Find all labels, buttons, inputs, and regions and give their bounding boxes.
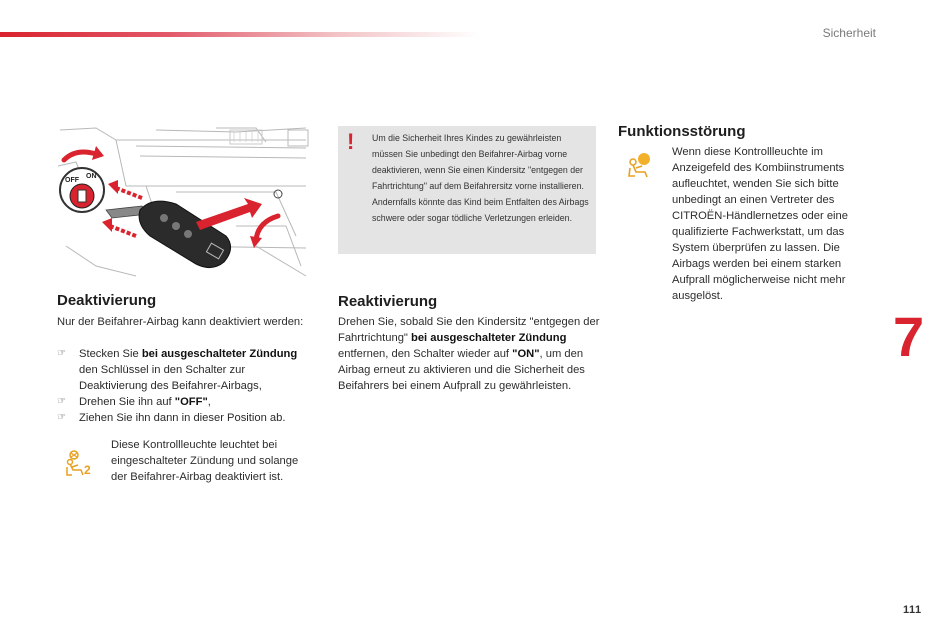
- page-number: 111: [903, 604, 922, 616]
- chapter-number: 7: [893, 305, 925, 368]
- exclamation-icon: !: [347, 129, 355, 154]
- list-item: ☞ Drehen Sie ihn auf "OFF",: [57, 396, 211, 408]
- child-seat-warning-box: [338, 126, 596, 254]
- hand-pointer-icon: ☞: [57, 396, 66, 407]
- deaktivierung-intro: Nur der Beifahrer-Airbag kann deaktiviert werden:: [57, 316, 304, 328]
- deaktivierung-steps: [57, 346, 312, 426]
- warning-text: Um die Sicherheit Ihres Kindes zu gewährleisten müssen Sie unbedingt den Beifahrer-Airbag vorne deaktivieren, wenn Sie einen Kindersitz "entgegen der Fahrtrichtung" auf dem Beifahrersitz vorne installieren. Andernfalls könnte das Kind beim Entfalten des Airbags schwere oder sogar tödliche Verletzungen erleiden.: [372, 133, 589, 223]
- switch-on-label: ON: [86, 173, 97, 180]
- heading-reaktivierung: Reaktivierung: [338, 293, 438, 310]
- reaktivierung-text: Drehen Sie, sobald Sie den Kindersitz "entgegen der Fahrtrichtung" bei ausgeschalteter Zündung entfernen, den Schalter wieder auf "ON", um den Airbag erneut zu aktivieren und die Sicherheit des Beifahrers bei einem Aufprall zu gewährleisten.: [338, 316, 600, 392]
- airbag-off-warning-icon: [66, 449, 96, 477]
- list-item: ☞ Ziehen Sie ihn dann in dieser Position ab.: [57, 412, 286, 424]
- funktionsstoerung-text: Wenn diese Kontrollleuchte im Anzeigefeld des Kombiinstruments aufleuchtet, wenden Sie sich bitte unbedingt an einen Vertreter des CITROËN-Händlernetzes oder eine qualifizierte Fachwerkstatt, um das System überprüfen zu lassen. Die Airbags werden bei einem starken Aufprall möglicherweise nicht mehr ausgelöst.: [672, 146, 848, 302]
- section-title: Sicherheit: [822, 26, 876, 40]
- key-and-airbag-switch-illustration: [56, 126, 313, 286]
- svg-text:2: 2: [84, 463, 91, 477]
- switch-off-label: OFF: [65, 177, 79, 184]
- heading-deaktivierung: Deaktivierung: [57, 292, 157, 309]
- heading-funktionsstoerung: Funktionsstörung: [618, 123, 746, 140]
- airbag-off-lamp-text: Diese Kontrollleuchte leuchtet bei eingeschalteter Zündung und solange der Beifahrer-Airbag deaktiviert ist.: [111, 439, 299, 483]
- hand-pointer-icon: ☞: [57, 412, 66, 423]
- airbag-fault-warning-icon: [627, 152, 655, 178]
- hand-pointer-icon: ☞: [57, 348, 66, 359]
- header-accent-bar: [0, 32, 480, 37]
- list-item: ☞ Stecken Sie bei ausgeschalteter Zündung den Schlüssel in den Schalter zur Deaktivierung des Beifahrer-Airbags,: [57, 348, 298, 392]
